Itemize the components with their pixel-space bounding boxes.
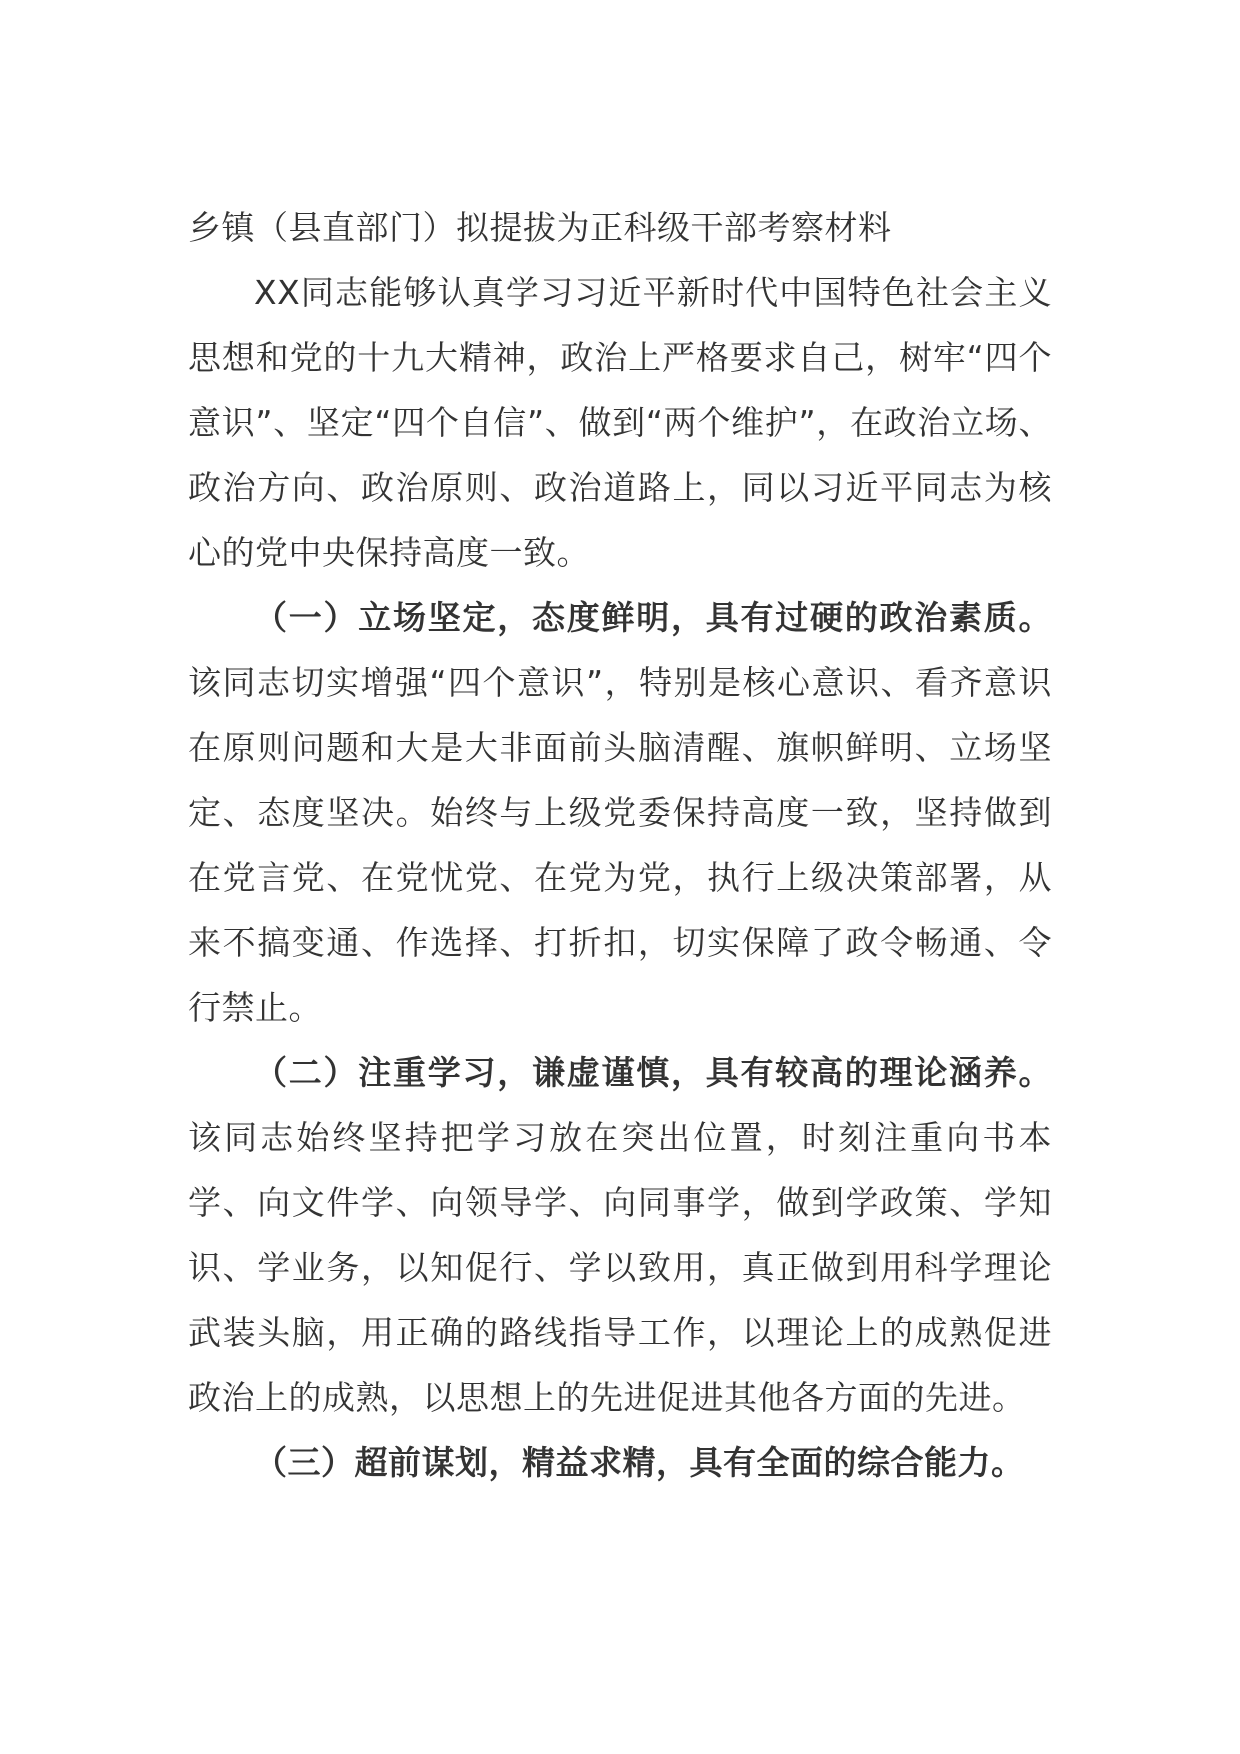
section-heading: （一）立场坚定，态度鲜明，具有过硬的政治素质。: [254, 598, 1052, 637]
paragraph-section-2: [188, 1040, 1052, 1430]
section-heading: （三）超前谋划，精益求精，具有全面的综合能力。: [254, 1443, 1025, 1482]
paragraph-text: XX同志能够认真学习习近平新时代中国特色社会主义思想和党的十九大精神，政治上严格要求自己，树牢“四个意识”、坚定“四个自信”、做到“两个维护”，在政治立场、政治方向、政治原则、政治道路上，同以习近平同志为核心的党中央保持高度一致。: [188, 273, 1052, 572]
document-body: [188, 195, 1052, 1495]
paragraph-text: 该同志切实增强“四个意识”，特别是核心意识、看齐意识在原则问题和大是大非面前头脑清醒、旗帜鲜明、立场坚定、态度坚决。始终与上级党委保持高度一致，坚持做到在党言党、在党忧党、在党为党，执行上级决策部署，从来不搞变通、作选择、打折扣，切实保障了政令畅通、令行禁止。: [188, 663, 1052, 1027]
paragraph-text: 该同志始终坚持把学习放在突出位置，时刻注重向书本学、向文件学、向领导学、向同事学，做到学政策、学知识、学业务，以知促行、学以致用，真正做到用科学理论武装头脑，用正确的路线指导工作，以理论上的成熟促进政治上的成熟，以思想上的先进促进其他各方面的先进。: [188, 1118, 1052, 1417]
section-heading: （二）注重学习，谦虚谨慎，具有较高的理论涵养。: [254, 1053, 1052, 1092]
paragraph-section-3: [188, 1430, 1052, 1495]
document-title: 乡镇（县直部门）拟提拔为正科级干部考察材料: [188, 208, 892, 247]
paragraph-section-1: [188, 585, 1052, 1040]
paragraph-intro: [188, 260, 1052, 585]
